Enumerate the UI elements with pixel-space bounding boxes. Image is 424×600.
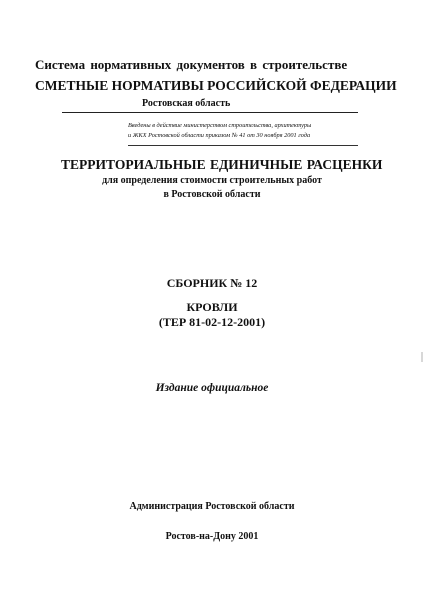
enactment-line-2: и ЖКХ Ростовской области приказом № 41 от 30 ноября 2001 года <box>128 132 311 139</box>
header-divider <box>62 112 358 113</box>
main-title: СМЕТНЫЕ НОРМАТИВЫ РОССИЙСКОЙ ФЕДЕРАЦИИ <box>35 78 397 93</box>
collection-name: КРОВЛИ <box>186 300 238 314</box>
edition-label: Издание официальное <box>155 382 269 394</box>
system-line: Система нормативных документов в строительстве <box>35 57 348 72</box>
enactment-divider <box>128 145 358 146</box>
document-subtitle-line-1: для определения стоимости строительных работ <box>102 175 322 186</box>
document-title: ТЕРРИТОРИАЛЬНЫЕ ЕДИНИЧНЫЕ РАСЦЕНКИ <box>61 157 383 172</box>
region-label: Ростовская область <box>142 98 231 109</box>
collection-number: СБОРНИК № 12 <box>166 276 258 290</box>
enactment-line-1: Введены в действие министерством строительства, архитектуры <box>128 122 312 129</box>
collection-code: (ТЕР 81-02-12-2001) <box>158 315 266 329</box>
place-year: Ростов-на-Дону 2001 <box>165 531 259 542</box>
document-subtitle-line-2: в Ростовской области <box>163 189 261 200</box>
publisher: Администрация Ростовской области <box>129 501 295 512</box>
scan-edge-mark <box>421 352 423 362</box>
